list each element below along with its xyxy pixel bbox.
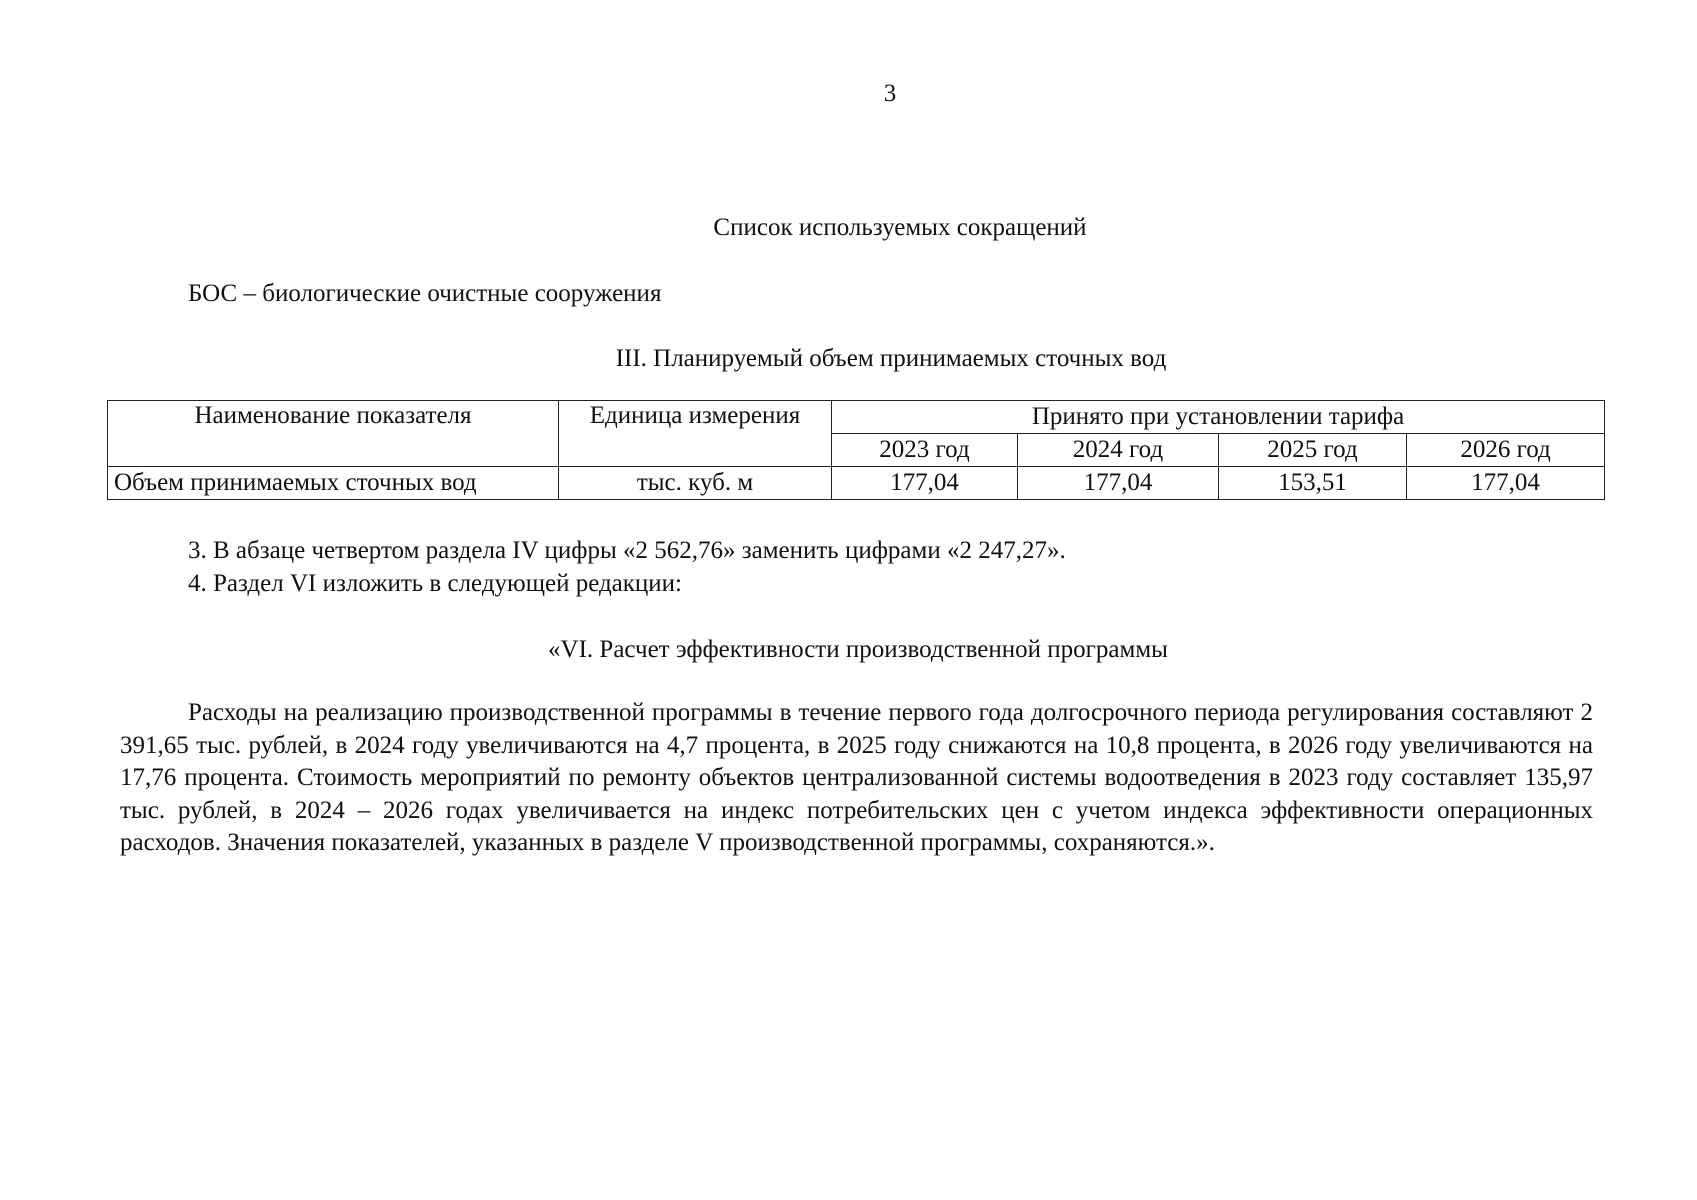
header-year-2025: 2025 год — [1219, 434, 1407, 467]
row-indicator: Объем принимаемых сточных вод — [108, 467, 559, 500]
row-value-2024: 177,04 — [1018, 467, 1219, 500]
table-header-row — [108, 401, 1605, 434]
row-value-2026: 177,04 — [1407, 467, 1605, 500]
header-indicator: Наименование показателя — [108, 401, 559, 467]
abbreviations-title: Список используемых сокращений — [713, 214, 1087, 241]
page-number: 3 — [883, 80, 897, 107]
section-6-title: «VI. Расчет эффективности производственной программы — [548, 636, 1168, 663]
item-4-text: 4. Раздел VI изложить в следующей редакции: — [188, 570, 683, 597]
row-value-2025: 153,51 — [1219, 467, 1407, 500]
header-tariff-group: Принято при установлении тарифа — [832, 401, 1605, 434]
wastewater-volume-table — [107, 400, 1605, 500]
row-value-2023: 177,04 — [832, 467, 1018, 500]
header-year-2023: 2023 год — [832, 434, 1018, 467]
item-3-text: 3. В абзаце четвертом раздела IV цифры «2 562,76» заменить цифрами «2 247,27». — [188, 537, 1066, 564]
header-year-2026: 2026 год — [1407, 434, 1605, 467]
section-6-paragraph: Расходы на реализацию производственной программы в течение первого года долгосрочного периода регулирования составляют 2 391,65 тыс. рублей, в 2024 году увеличиваются на 4,7 процента, в 2025 году снижаются на 10,8 процента, в 2026 году увеличиваются на 17,76 процента. Стоимость мероприятий по ремонту объектов централизованной системы водоотведения в 2023 году составляет 135,97 тыс. рублей, в 2024 – 2026 годах увеличивается на индекс потребительских цен с учетом индекса эффективности операционных расходов. Значения показателей, указанных в разделе V производственной программы, сохраняются.». — [120, 699, 1593, 856]
table-row — [108, 467, 1605, 500]
row-unit: тыс. куб. м — [559, 467, 832, 500]
section-3-title: III. Планируемый объем принимаемых сточных вод — [615, 345, 1167, 372]
header-unit: Единица измерения — [559, 401, 832, 467]
abbreviation-item: БОС – биологические очистные сооружения — [188, 280, 662, 307]
header-year-2024: 2024 год — [1018, 434, 1219, 467]
